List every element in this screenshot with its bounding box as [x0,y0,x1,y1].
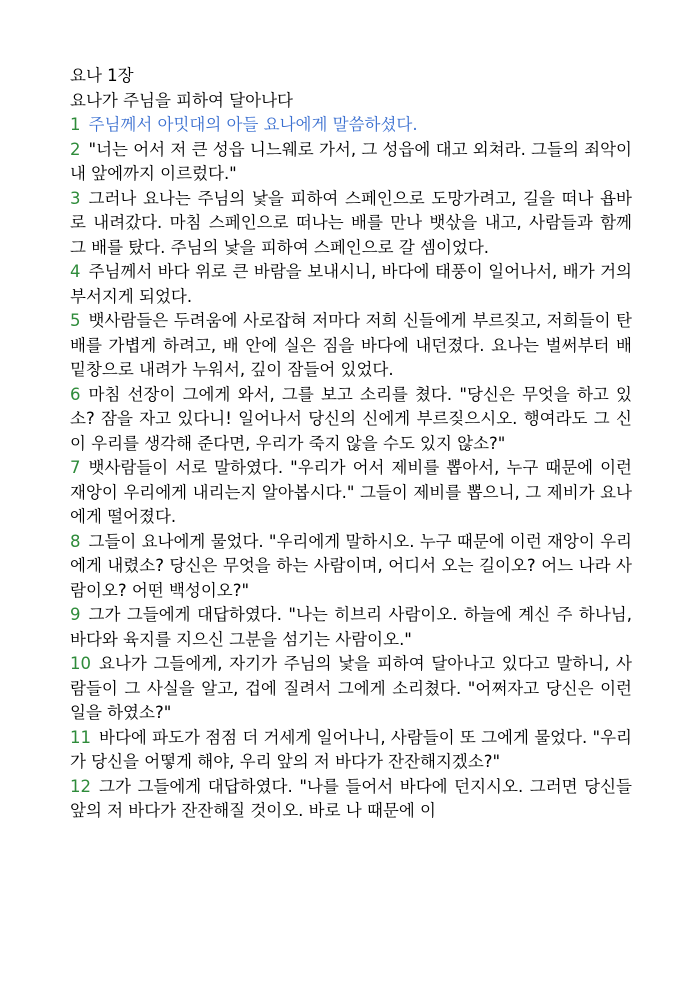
chapter-title: 요나 1장 [70,66,134,85]
verse-number: 9 [70,605,81,624]
verse-4 [70,260,632,309]
verse-text: 주님께서 바다 위로 큰 바람을 보내시니, 바다에 태풍이 일어나서, 배가 거의 부서지게 되었다. [70,262,632,306]
verse-5 [70,309,632,383]
verse-6 [70,383,632,457]
verse-text: 요나가 그들에게, 자기가 주님의 낯을 피하여 달아나고 있다고 말하니, 사람들이 그 사실을 알고, 겁에 질려서 그에게 소리쳤다. "어쩌자고 당신은 이런 일을 하였소?" [70,654,632,722]
verse-10 [70,652,632,726]
verse-number: 7 [70,458,81,477]
verse-3 [70,187,632,261]
verse-number: 3 [70,188,81,208]
verse-text: 마침 선장이 그에게 와서, 그를 보고 소리를 쳤다. "당신은 무엇을 하고 있소? 잠을 자고 있다니! 일어나서 당신의 신에게 부르짖으시오. 행여라도 그 신이 우리를 생각해 준다면, 우리가 죽지 않을 수도 있지 않소?" [70,384,632,453]
verse-text: 그가 그들에게 대답하였다. "나는 히브리 사람이오. 하늘에 계신 주 하나님, 바다와 육지를 지으신 그분을 섬기는 사람이오." [70,605,632,649]
verse-text: 그러나 요나는 주님의 낯을 피하여 스페인으로 도망가려고, 길을 떠나 욥바로 내려갔다. 마침 스페인으로 떠나는 배를 만나 뱃삯을 내고, 사람들과 함께 그 배를 탔다. 주님의 낯을 피하여 스페인으로 갈 셈이었다. [70,188,632,257]
document-page [70,64,632,824]
verse-9 [70,603,632,652]
verse-7 [70,456,632,530]
verse-text: 뱃사람들이 서로 말하였다. "우리가 어서 제비를 뽑아서, 누구 때문에 이런 재앙이 우리에게 내리는지 알아봅시다." 그들이 제비를 뽑으니, 그 제비가 요나에게 떨어졌다. [70,458,632,526]
verse-number: 10 [70,654,91,673]
verse-text: "너는 어서 저 큰 성읍 니느웨로 가서, 그 성읍에 대고 외쳐라. 그들의 죄악이 내 앞에까지 이르렀다." [70,139,632,183]
verse-11 [70,726,632,775]
verse-text: 바다에 파도가 점점 더 거세게 일어나니, 사람들이 또 그에게 물었다. "우리가 당신을 어떻게 해야, 우리 앞의 저 바다가 잔잔해지겠소?" [70,727,632,771]
verse-number: 5 [70,311,81,330]
verse-8 [70,530,632,604]
verse-number: 11 [70,727,91,747]
verse-number: 2 [70,139,81,159]
section-title: 요나가 주님을 피하여 달아나다 [70,90,293,110]
verse-number: 8 [70,531,81,551]
verse-text: 그들이 요나에게 물었다. "우리에게 말하시오. 누구 때문에 이런 재앙이 우리에게 내렸소? 당신은 무엇을 하는 사람이며, 어디서 오는 길이오? 어느 나라 사람이오? 어떤 백성이오?" [70,531,632,600]
verse-text: 주님께서 아밋대의 아들 요나에게 말씀하셨다. [88,115,418,134]
verse-1 [70,113,632,138]
verse-number: 6 [70,384,81,404]
verse-2 [70,138,632,187]
verse-number: 4 [70,262,81,281]
verse-number: 12 [70,776,91,796]
verse-number: 1 [70,115,81,134]
verse-text: 그가 그들에게 대답하였다. "나를 들어서 바다에 던지시오. 그러면 당신들 앞의 저 바다가 잔잔해질 것이오. 바로 나 때문에 이 [70,776,632,820]
verse-text: 뱃사람들은 두려움에 사로잡혀 저마다 저희 신들에게 부르짖고, 저희들이 탄 배를 가볍게 하려고, 배 안에 실은 짐을 바다에 내던졌다. 요나는 벌써부터 배 밑창으로 내려가 누워서, 깊이 잠들어 있었다. [70,311,632,379]
verse-12 [70,775,632,824]
